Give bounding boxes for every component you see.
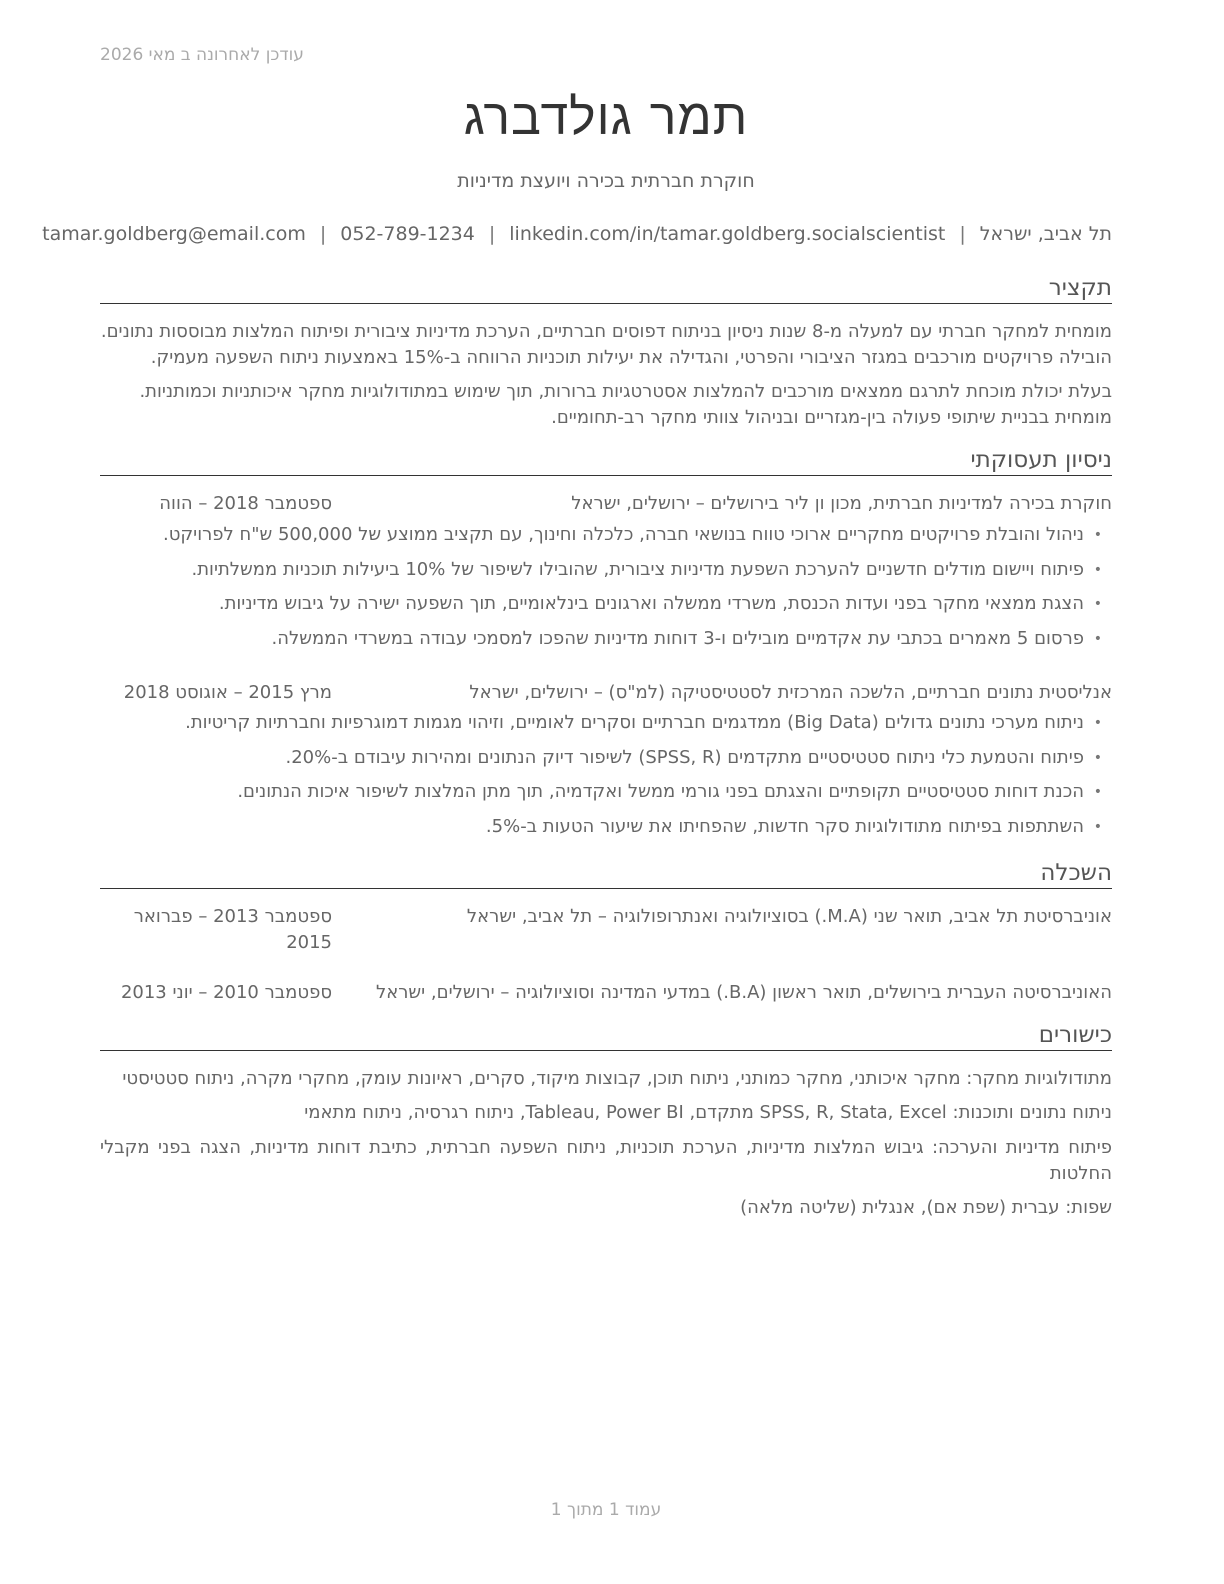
summary-paragraph: מומחית למחקר חברתי עם למעלה מ-8 שנות ניסיון בניתוח דפוסים חברתיים, הערכת מדיניות ציבורית ופיתוח המלצות מבוססות נתונים. הובילה פרויקטים מורכבים במגזר הציבורי והפרטי, והגדילה את יעילות תוכניות הרווחה ב-15% באמצעות ניתוח השפעה מעמיק. xyxy=(100,321,1112,368)
education-dates: ספטמבר 2013 – פברואר 2015 xyxy=(133,906,332,953)
contact-linkedin[interactable]: linkedin.com/in/tamar.goldberg.socialscientist xyxy=(509,223,946,245)
job-title-line: חוקרת בכירה למדיניות חברתית, מכון ון ליר בירושלים – ירושלים, ישראל xyxy=(571,493,1112,514)
contact-phone[interactable]: 052-789-1234 xyxy=(340,223,475,245)
skill-line: ניתוח נתונים ותוכנות: SPSS, R, Stata, Excel מתקדם, Tableau, Power BI, ניתוח רגרסיה, ניתוח מתאמי xyxy=(304,1102,1112,1123)
contact-separator: | xyxy=(959,223,966,245)
job-header xyxy=(100,491,1112,517)
job-header xyxy=(100,680,1112,706)
list-item: • פרסום 5 מאמרים בכתבי עת אקדמיים מובילים ו-3 דוחות מדיניות שהפכו למסמכי עבודה במשרדי הממשלה. xyxy=(100,626,1096,661)
job-title: חוקרת חברתית בכירה ויועצת מדיניות xyxy=(457,170,755,192)
job-dates: ספטמבר 2018 – הווה xyxy=(159,493,332,514)
summary-paragraph: בעלת יכולת מוכחת לתרגם ממצאים מורכבים להמלצות אסטרטגיות ברורות, תוך שימוש במתודולוגיות מחקר איכותניות וכמותניות. מומחית בבניית שיתופי פעולה בין-מגזריים ובניהול צוותי מחקר רב-תחומיים. xyxy=(139,381,1112,428)
contact-separator: | xyxy=(488,223,496,245)
section-title-education: השכלה xyxy=(100,859,1112,889)
job-bullets xyxy=(100,522,1096,660)
section-title-experience: ניסיון תעסוקתי xyxy=(100,446,1112,476)
contact-location: תל אביב, ישראל xyxy=(979,223,1112,245)
contact-separator: | xyxy=(319,223,327,245)
page-number: עמוד 1 מתוך 1 xyxy=(550,1500,662,1520)
contact-email[interactable]: tamar.goldberg@email.com xyxy=(42,223,306,245)
list-item: • ניתוח מערכי נתונים גדולים (Big Data) ממדגמים חברתיים וסקרים לאומיים, וזיהוי מגמות דמוגרפיות וחברתיות קריטיות. xyxy=(100,710,1096,745)
list-item: • פיתוח והטמעת כלי ניתוח סטטיסטיים מתקדמים (SPSS, R) לשיפור דיוק הנתונים ומהירות עיבודם ב-20%. xyxy=(100,745,1096,780)
page-title: תמר גולדברג xyxy=(463,88,749,146)
job-title-line: אנליסטית נתונים חברתיים, הלשכה המרכזית לסטטיסטיקה (למ"ס) – ירושלים, ישראל xyxy=(469,682,1112,703)
skill-line: מתודולוגיות מחקר: מחקר איכותני, מחקר כמותני, ניתוח תוכן, קבוצות מיקוד, סקרים, ראיונות עומק, מחקרי מקרה, ניתוח סטטיסטי xyxy=(122,1068,1112,1089)
list-item: • ניהול והובלת פרויקטים מחקריים ארוכי טווח בנושאי חברה, כלכלה וחינוך, עם תקציב ממוצע של 500,000 ש"ח לפרויקט. xyxy=(100,522,1096,557)
skill-line: פיתוח מדיניות והערכה: גיבוש המלצות מדיניות, הערכת תוכניות, ניתוח השפעה חברתית, כתיבת דוחות מדיניות, הצגה בפני מקבלי החלטות xyxy=(100,1137,1112,1184)
job-bullets xyxy=(100,710,1096,848)
resume-page xyxy=(42,0,1112,1584)
list-item: • הצגת ממצאי מחקר בפני ועדות הכנסת, משרדי ממשלה וארגונים בינלאומיים, תוך השפעה ישירה על גיבוש מדיניות. xyxy=(100,591,1096,626)
list-item: • הכנת דוחות סטטיסטיים תקופתיים והצגתם בפני גורמי ממשל ואקדמיה, תוך מתן המלצות לשיפור איכות הנתונים. xyxy=(100,779,1096,814)
list-item: • השתתפות בפיתוח מתודולוגיות סקר חדשות, שהפחיתו את שיעור הטעות ב-5%. xyxy=(100,814,1096,849)
job-dates: מרץ 2015 – אוגוסט 2018 xyxy=(123,682,332,703)
section-title-skills: כישורים xyxy=(100,1021,1112,1051)
education-dates: ספטמבר 2010 – יוני 2013 xyxy=(120,982,332,1003)
education-item xyxy=(100,904,1112,956)
education-title: אוניברסיטת תל אביב, תואר שני (M.A.) בסוציולוגיה ואנתרופולוגיה – תל אביב, ישראל xyxy=(466,906,1112,927)
list-item: • פיתוח ויישום מודלים חדשניים להערכת השפעת מדיניות ציבורית, שהובילו לשיפור של 10% ביעילות תוכניות ממשלתיות. xyxy=(100,557,1096,592)
education-item xyxy=(100,980,1112,1006)
skill-line: שפות: עברית (שפת אם), אנגלית (שליטה מלאה) xyxy=(740,1197,1112,1218)
last-updated: עודכן לאחרונה ב מאי 2026 xyxy=(100,45,304,65)
section-title-summary: תקציר xyxy=(100,274,1112,304)
contact-line xyxy=(42,223,1112,245)
education-title: האוניברסיטה העברית בירושלים, תואר ראשון (B.A.) במדעי המדינה וסוציולוגיה – ירושלים, ישראל xyxy=(376,982,1112,1003)
